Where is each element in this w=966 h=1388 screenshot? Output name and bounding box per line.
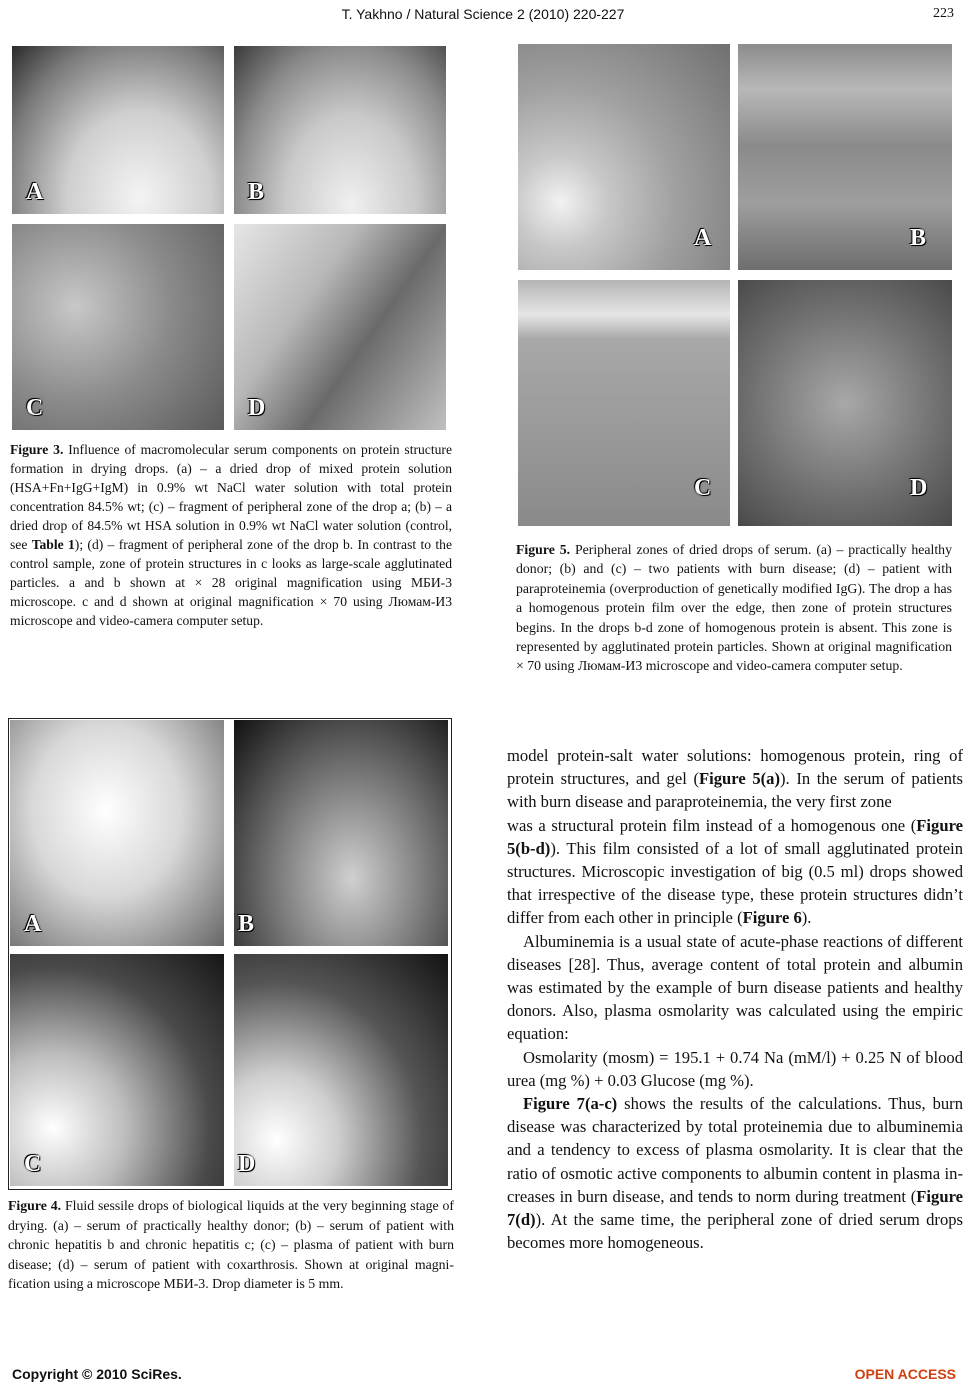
copyright-notice: Copyright © 2010 SciRes. (12, 1366, 182, 1382)
figure4-label-c: C (24, 1151, 42, 1177)
paragraph-5-text-b: ). At the same time, the peripheral zone of dried serum drops becomes more homogeneous. (507, 1210, 963, 1253)
figure5-caption-text: Peripheral zones of dried drops of serum. (a) – practically healthy donor; (b) and (c) – two patients with burn disease; (d) – patient with paraproteinemia (overproduction of genetically modified IgG). The drop a has a homogenous protein film over the edge, then zone of protein structures begins. In the drops b-d zone of homogenous protein is absent. This zone is represented by agglutinated protein particles. Shown at original magnification × 70 using Люмам-И3 microscope and video-camera computer setup. (516, 542, 952, 674)
paragraph-2-text-b: ). This film consisted of a lot of small agglutinated protein structures. Microscopic investigation of big (0.5 ml) drops showed that irrespective of the disease type, these protein structures didn’t differ from each other in principle ( (507, 838, 963, 928)
running-title: T. Yakhno / Natural Science 2 (2010) 220-227 (341, 6, 625, 22)
figure5-panel-b (738, 44, 952, 270)
paragraph-1-text-a: model protein-salt water solutions: homogenous protein, ring of protein structures, and gel ( (507, 746, 963, 789)
figure5-label-c: C (694, 475, 712, 501)
figure5-panel-a (518, 44, 730, 270)
figure4-label-b: B (238, 911, 255, 937)
figure3-label-c: C (26, 395, 44, 421)
figure3-caption (10, 440, 452, 630)
figure4-panel-d (234, 954, 448, 1186)
figure5-panel-c (518, 280, 730, 526)
figure-ref: Figure 5(a) (699, 769, 781, 789)
figure3-caption-label: Figure 3. (10, 442, 64, 457)
open-access-badge: OPEN ACCESS (854, 1366, 956, 1382)
paragraph-2-text-c: ). (801, 908, 812, 928)
figure4-caption (8, 1196, 454, 1294)
figure3-label-a: A (26, 179, 44, 205)
figure3-label-d: D (248, 395, 266, 421)
figure-ref: Figure 7(d) (507, 1186, 963, 1230)
paragraph-2 (507, 814, 963, 930)
figure4-caption-label: Figure 4. (8, 1198, 62, 1213)
paragraph-1 (507, 744, 963, 814)
page-footer (0, 1362, 966, 1386)
paragraph-5 (507, 1092, 963, 1254)
figure4-panel-c (10, 954, 224, 1186)
running-header (0, 4, 966, 26)
figure3-panel-d (234, 224, 446, 430)
figure4-panel-a (10, 720, 224, 946)
figure5-label-b: B (910, 225, 927, 251)
paragraph-5-text-a: shows the results of the calculations. Thus, burn disease was characterized by total proteinemia due to albuminemia and a tendency to excess of plasma osmolarity. It is clear that the ratio of osmotic active components to albumin content in plasma increases in burn disease, and tends to norm during treatment ( (507, 1094, 963, 1206)
paragraph-4: Osmolarity (mosm) = 195.1 + 0.74 Na (mM/l) + 0.25 N of blood urea (mg %) + 0.03 Glucose (mg %). (507, 1047, 963, 1090)
figure5-caption-label: Figure 5. (516, 542, 571, 557)
figure5-panel-d (738, 280, 952, 526)
paragraph-1-text-b: ). In the serum of patients with burn disease and paraproteinemia, the very first zone (507, 769, 964, 812)
figure4-panel-b (234, 720, 448, 946)
figure-ref: Figure 5(b-d) (507, 815, 963, 858)
figure-ref: Figure 6 (742, 908, 802, 928)
paragraph-3: Albuminemia is a usual state of acute-phase reactions of different diseases [28]. Thus, average content of total protein and albumin was estimated by the example of burn disease patients and healthy donors. Also, plasma osmolarity was calculated using the empiric equation: (507, 931, 963, 1044)
figure5-label-a: A (694, 225, 712, 251)
figure3-panel-c (12, 224, 224, 430)
figure3-panel-b (234, 46, 446, 214)
figure3-label-b: B (248, 179, 265, 205)
figure-ref: Figure 7(a-c) (523, 1094, 618, 1114)
paragraph-2-text-a: was a structural protein film instead of a homogenous one ( (507, 815, 917, 835)
figure5-caption (516, 540, 952, 676)
figure3-caption-text2: ); (d) – fragment of peripheral zone of the drop b. In contrast to the control sample, zone of protein structures in c looks as large-scale agglutinated particles. a and b shown at × 28 original magnification using МБИ-3 microscope. c and d shown at original magnification × 70 using Люмам-И3 microscope and video-camera computer setup. (10, 537, 452, 628)
figure3-panel-a (12, 46, 224, 214)
figure4-label-a: A (24, 911, 42, 937)
figure3-caption-ref: Table 1 (31, 537, 75, 552)
page-number: 223 (933, 6, 954, 21)
figure5-label-d: D (910, 475, 928, 501)
figure4-label-d: D (238, 1151, 256, 1177)
figure4-caption-text: Fluid sessile drops of biological liquids at the very beginning stage of drying. (a) – serum of practically healthy donor; (b) – serum of patient with chronic hepatitis b and chronic hepatitis c; (c) – plasma of patient with burn disease; (d) – serum of patient with coxarthrosis. Shown at original magnification using a microscope МБИ-3. Drop diameter is 5 mm. (8, 1198, 454, 1292)
body-text (507, 744, 963, 1254)
figure3-caption-text: Influence of macromolecular serum components on protein structure formation in drying drops. (a) – a dried drop of mixed protein solution (HSA+Fn+IgG+IgM) in 0.9% wt NaCl water solution with total protein concentration 84.5% wt; (c) – fragment of peripheral zone of the drop a; (b) – a dried drop of 84.5% wt HSA solution in 0.9% wt NaCl water solution (control, see (10, 442, 452, 552)
